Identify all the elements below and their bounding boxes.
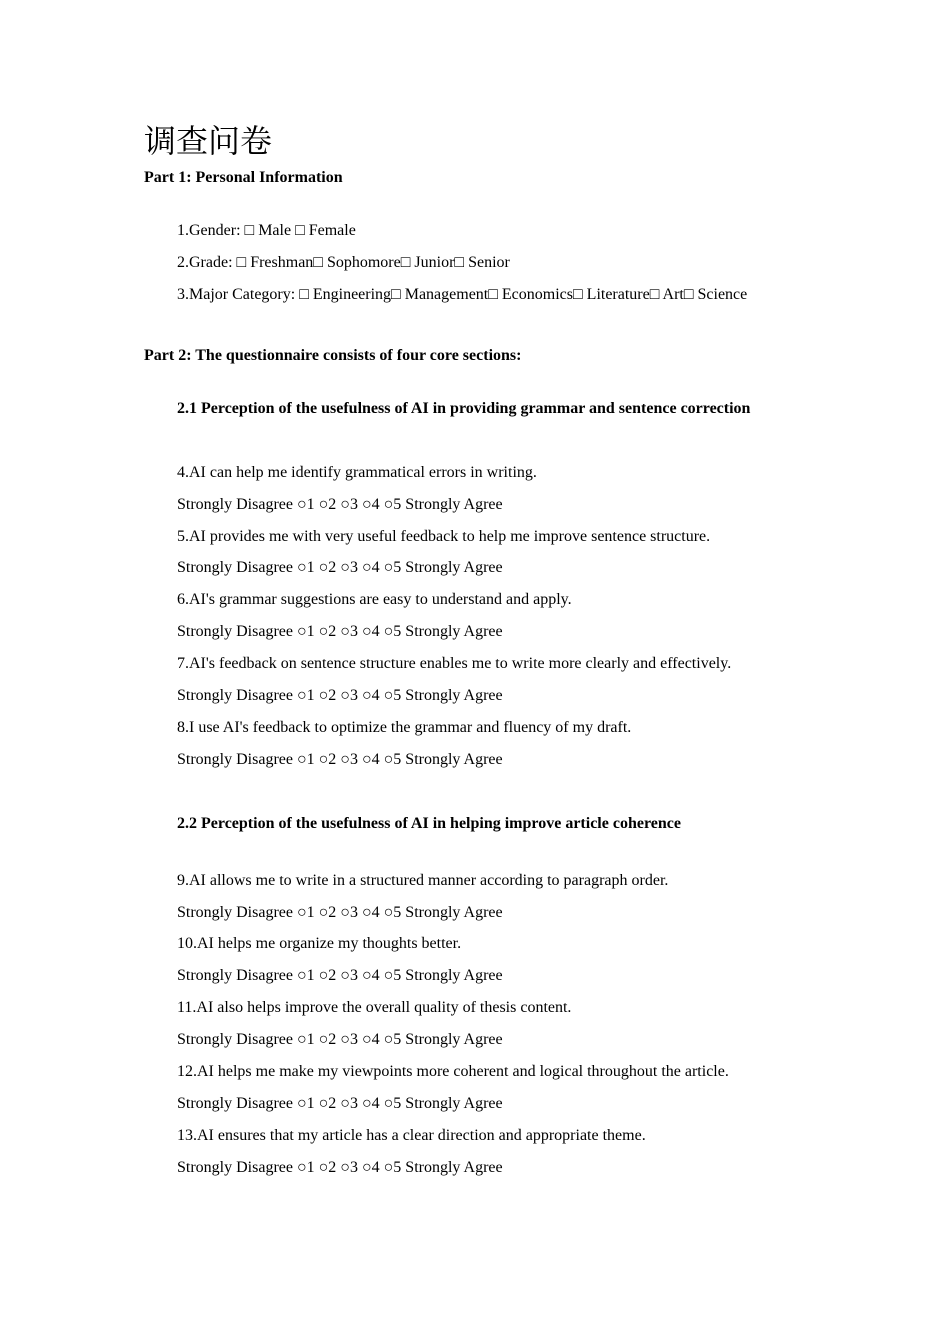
question-5: 5.AI provides me with very useful feedback to help me improve sentence structure.: [177, 528, 711, 545]
grade-item: 2.Grade: □ Freshman□ Sophomore□ Junior□ Senior: [177, 254, 510, 271]
page-title: 调查问卷: [144, 122, 273, 160]
part1-heading: Part 1: Personal Information: [144, 169, 343, 186]
question-13: 13.AI ensures that my article has a clear direction and appropriate theme.: [177, 1127, 646, 1144]
gender-item: 1.Gender: □ Male □ Female: [177, 222, 356, 239]
scale-q6: Strongly Disagree ○1 ○2 ○3 ○4 ○5 Strongly Agree: [177, 623, 503, 640]
scale-q12: Strongly Disagree ○1 ○2 ○3 ○4 ○5 Strongly Agree: [177, 1095, 503, 1112]
question-11: 11.AI also helps improve the overall quality of thesis content.: [177, 999, 572, 1016]
scale-q10: Strongly Disagree ○1 ○2 ○3 ○4 ○5 Strongly Agree: [177, 967, 503, 984]
question-10: 10.AI helps me organize my thoughts better.: [177, 935, 462, 952]
scale-q4: Strongly Disagree ○1 ○2 ○3 ○4 ○5 Strongly Agree: [177, 496, 503, 513]
question-7: 7.AI's feedback on sentence structure enables me to write more clearly and effectively.: [177, 655, 732, 672]
scale-q11: Strongly Disagree ○1 ○2 ○3 ○4 ○5 Strongly Agree: [177, 1031, 503, 1048]
section-2-2-heading: 2.2 Perception of the usefulness of AI in helping improve article coherence: [177, 815, 681, 832]
question-8: 8.I use AI's feedback to optimize the grammar and fluency of my draft.: [177, 719, 632, 736]
scale-q5: Strongly Disagree ○1 ○2 ○3 ○4 ○5 Strongly Agree: [177, 559, 503, 576]
question-9: 9.AI allows me to write in a structured manner according to paragraph order.: [177, 872, 669, 889]
question-6: 6.AI's grammar suggestions are easy to understand and apply.: [177, 591, 572, 608]
scale-q7: Strongly Disagree ○1 ○2 ○3 ○4 ○5 Strongly Agree: [177, 687, 503, 704]
scale-q8: Strongly Disagree ○1 ○2 ○3 ○4 ○5 Strongly Agree: [177, 751, 503, 768]
scale-q13: Strongly Disagree ○1 ○2 ○3 ○4 ○5 Strongly Agree: [177, 1159, 503, 1176]
part2-heading: Part 2: The questionnaire consists of four core sections:: [144, 347, 522, 364]
question-12: 12.AI helps me make my viewpoints more coherent and logical throughout the article.: [177, 1063, 729, 1080]
major-item: 3.Major Category: □ Engineering□ Management□ Economics□ Literature□ Art□ Science: [177, 286, 748, 303]
section-2-1-heading: 2.1 Perception of the usefulness of AI in providing grammar and sentence correction: [177, 400, 751, 417]
scale-q9: Strongly Disagree ○1 ○2 ○3 ○4 ○5 Strongly Agree: [177, 904, 503, 921]
question-4: 4.AI can help me identify grammatical errors in writing.: [177, 464, 537, 481]
